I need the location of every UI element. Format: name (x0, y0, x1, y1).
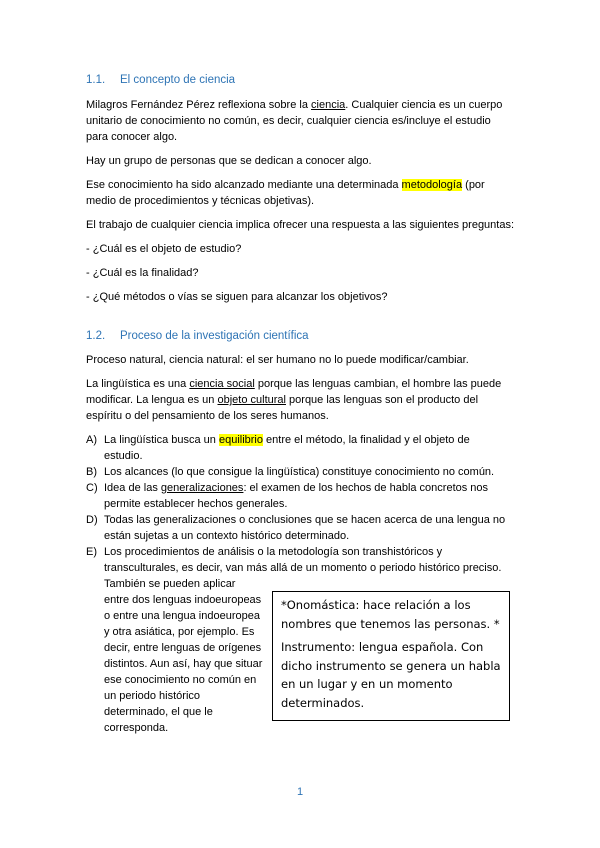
list-label: C) (86, 482, 98, 494)
list-text: Los alcances (lo que consigue la lingüística) constituye conocimiento no común. (104, 466, 495, 478)
paragraph-line: para conocer algo. (86, 131, 178, 143)
list-text-continuation: ese conocimiento no común en (104, 674, 257, 686)
note-box (272, 591, 510, 721)
paragraph-line: Hay un grupo de personas que se dedican a conocer algo. (86, 155, 372, 167)
section-number: 1.1. (86, 74, 106, 86)
section-heading-1-2 (86, 328, 309, 344)
list-text (104, 432, 470, 448)
list-text-continuation: transculturales, es decir, van más allá de un momento o periodo histórico preciso. (104, 562, 502, 574)
note-line: Instrumento: lengua española. Con (281, 640, 484, 654)
underlined-term: ciencia (311, 99, 346, 111)
highlighted-term: metodología (401, 179, 463, 191)
list-text-continuation: También se pueden aplicar (104, 578, 236, 590)
note-line: determinados. (281, 695, 365, 710)
text-run: modificar. La lengua es un (86, 394, 218, 406)
list-text-continuation: permite establecer hechos generales. (104, 498, 288, 510)
paragraph-line (86, 376, 501, 392)
list-text-continuation: estudio. (104, 450, 143, 462)
paragraph-line (86, 97, 502, 113)
question-item: - ¿Cuál es el objeto de estudio? (86, 243, 242, 255)
text-run: Milagros Fernández Pérez reflexiona sobre la (86, 99, 312, 111)
text-run: . Cualquier ciencia es un cuerpo (345, 99, 503, 111)
list-label: E) (86, 546, 97, 558)
section-heading-1-1 (86, 72, 235, 88)
paragraph-line: unitario de conocimiento no común, es decir, cualquier ciencia es/incluye el estudio (86, 115, 491, 127)
list-text-continuation: determinado, el que le (104, 706, 213, 718)
list-text-continuation: están sujetas a un contexto histórico determinado. (104, 530, 350, 542)
section-title: Proceso de la investigación científica (120, 330, 309, 342)
list-text: Los procedimientos de análisis o la metodología son transhistóricos y (104, 546, 443, 558)
list-text-continuation: o entre una lengua indoeuropea (104, 610, 260, 622)
list-label: A) (86, 434, 97, 446)
text-run: La lingüística es una (86, 378, 190, 390)
list-text-continuation: decir, entre lenguas de orígenes (104, 642, 262, 654)
paragraph-line (86, 177, 485, 193)
list-text-continuation: distintos. Aun así, hay que situar (104, 658, 263, 670)
question-item: - ¿Qué métodos o vías se siguen para alcanzar los objetivos? (86, 291, 388, 303)
list-text (104, 480, 488, 496)
text-run: Ese conocimiento ha sido alcanzado mediante una determinada (86, 179, 402, 191)
question-item: - ¿Cuál es la finalidad? (86, 267, 199, 279)
list-text-continuation: corresponda. (104, 722, 169, 734)
list-text-continuation: un periodo histórico (104, 690, 201, 702)
paragraph-line: El trabajo de cualquier ciencia implica ofrecer una respuesta a las siguientes preguntas: (86, 219, 515, 231)
list-text-continuation: y otra asiática, por ejemplo. Es (104, 626, 255, 638)
underlined-term: ciencia social (189, 378, 255, 390)
underlined-term: generalizaciones (160, 482, 244, 494)
text-run: entre el método, la finalidad y el objeto de (263, 434, 470, 446)
text-run: porque las lenguas son el producto del (285, 394, 479, 406)
note-line: nombres que tenemos las personas. * (281, 616, 500, 631)
highlighted-term: equilibrio (218, 434, 263, 446)
paragraph-line: Proceso natural, ciencia natural: el ser humano no lo puede modificar/cambiar. (86, 354, 469, 366)
paragraph-line: medio de procedimientos y técnicas objetivas). (86, 195, 315, 207)
note-line: *Onomástica: hace relación a los (281, 598, 471, 612)
paragraph-line: espíritu o del pensamiento de los seres humanos. (86, 410, 329, 422)
text-run: Idea de las (104, 482, 161, 494)
list-label: B) (86, 466, 97, 478)
note-line: en un lugar y en un momento (281, 677, 453, 691)
list-text-continuation: entre dos lenguas indoeuropeas (104, 594, 262, 606)
paragraph-line (86, 392, 478, 408)
text-run: porque las lenguas cambian, el hombre las puede (254, 378, 502, 390)
list-label: D) (86, 514, 98, 526)
underlined-term: objeto cultural (217, 394, 286, 406)
section-title: El concepto de ciencia (120, 74, 236, 86)
list-text: Todas las generalizaciones o conclusiones que se hacen acerca de una lengua no (104, 514, 506, 526)
text-run: La lingüística busca un (104, 434, 219, 446)
text-run: (por (462, 179, 485, 191)
note-line: dicho instrumento se genera un habla (281, 658, 501, 673)
text-run: : el examen de los hechos de habla concretos nos (243, 482, 489, 494)
page-number: 1 (296, 786, 304, 798)
section-number: 1.2. (86, 330, 106, 342)
